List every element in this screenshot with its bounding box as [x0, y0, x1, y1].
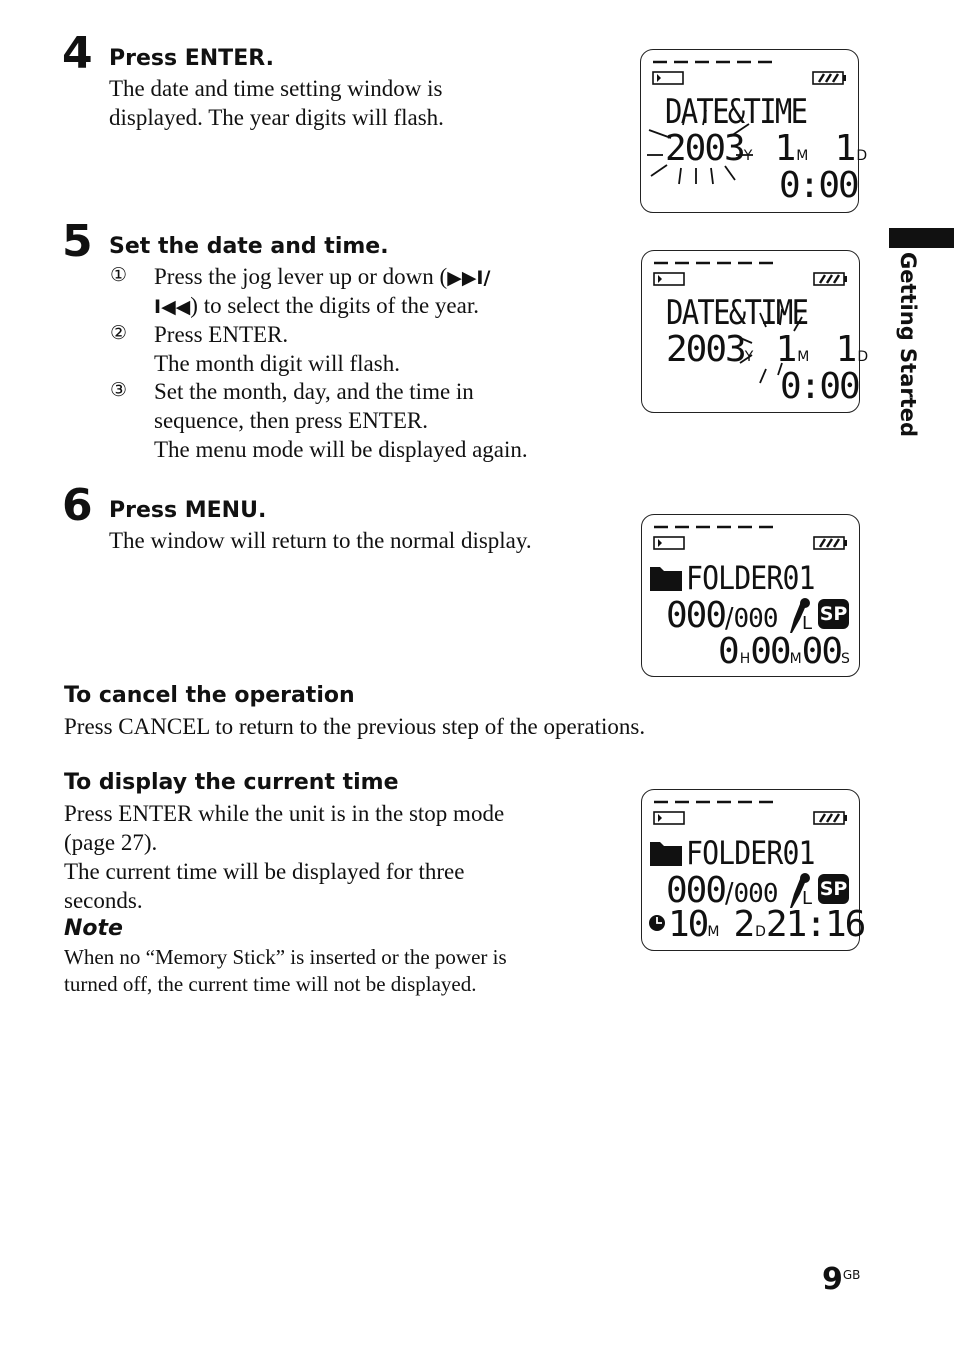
substep-1-line-1: Press the jog lever up or down (▶▶I/: [154, 264, 491, 289]
lcd-channel-label: L: [802, 888, 813, 909]
page-number: $9^{GB}$: [822, 1262, 861, 1297]
substep-3-line-3: The menu mode will be displayed again.: [154, 437, 528, 462]
cancel-text: Press CANCEL to return to the previous step of the operations.: [64, 714, 646, 739]
lcd-date-time-label: DATE&TIME: [665, 92, 807, 132]
substep-2-line-2: The month digit will flash.: [154, 351, 400, 376]
substep-2-line-1: Press ENTER.: [154, 322, 289, 347]
lcd-display-date-month-flashing: [641, 250, 869, 413]
lcd-time: 0:00: [780, 366, 859, 407]
lcd-folder-name: FOLDER01: [686, 559, 815, 597]
cancel-heading: To cancel the operation: [64, 683, 355, 708]
note-line-1: When no “Memory Stick” is inserted or the power is: [64, 945, 507, 969]
substep-3-line-1: Set the month, day, and the time in: [154, 379, 474, 404]
current-time-heading: To display the current time: [64, 770, 399, 795]
substep-1-marker: ①: [110, 264, 128, 286]
step-5-number: 5: [62, 216, 93, 267]
step-6-number: 6: [62, 480, 93, 531]
clock-icon: [649, 915, 665, 931]
note-label: Note: [64, 916, 123, 941]
folder-icon: [650, 842, 682, 866]
step-4-title: Press ENTER.: [109, 46, 274, 71]
current-time-line-4: seconds.: [64, 888, 143, 913]
lcd-channel-label: L: [802, 613, 813, 634]
sp-mode-badge: SP: [818, 599, 849, 629]
sp-mode-badge: SP: [818, 874, 849, 904]
step-4-line-1: The date and time setting window is: [109, 76, 443, 101]
next-track-icon: ▶▶I/: [447, 267, 491, 289]
lcd-message-count: 000/000: [666, 595, 778, 636]
substep-1-line-2: I◀◀) to select the digits of the year.: [154, 293, 479, 318]
current-time-line-2: (page 27).: [64, 830, 158, 855]
step-4-line-2: displayed. The year digits will flash.: [109, 105, 444, 130]
step-5-title: Set the date and time.: [109, 234, 389, 259]
step-6-title: Press MENU.: [109, 498, 267, 523]
lcd-date-line: 2003Y 1M 1D: [666, 329, 869, 370]
substep-3-line-2: sequence, then press ENTER.: [154, 408, 429, 433]
lcd-current-time: 10M 2D21:16: [668, 904, 865, 945]
lcd-message-count: 000/000: [666, 870, 778, 911]
substep-2-marker: ②: [110, 322, 128, 344]
step-4-number: 4: [62, 28, 93, 79]
current-time-line-1: Press ENTER while the unit is in the stop mode: [64, 801, 505, 826]
lcd-date-time-label: DATE&TIME: [666, 293, 808, 333]
section-tab-marker: [889, 228, 954, 248]
lcd-folder-name: FOLDER01: [686, 834, 815, 872]
lcd-display-date-year-flashing: [640, 49, 868, 213]
lcd-elapsed-time: 0H00M00S: [718, 631, 850, 672]
lcd-date-line: 2003Y 1M 1D: [665, 128, 868, 169]
lcd-time: 0:00: [779, 165, 858, 206]
step-6-line-1: The window will return to the normal display.: [109, 528, 532, 553]
folder-icon: [650, 567, 682, 591]
previous-track-icon: I◀◀: [154, 296, 191, 318]
current-time-line-3: The current time will be displayed for three: [64, 859, 465, 884]
lcd-display-current-time: [641, 789, 865, 951]
substep-3-marker: ③: [110, 379, 128, 401]
lcd-display-normal: [641, 514, 860, 677]
note-line-2: turned off, the current time will not be displayed.: [64, 972, 477, 996]
section-side-label: Getting Started: [896, 252, 920, 438]
